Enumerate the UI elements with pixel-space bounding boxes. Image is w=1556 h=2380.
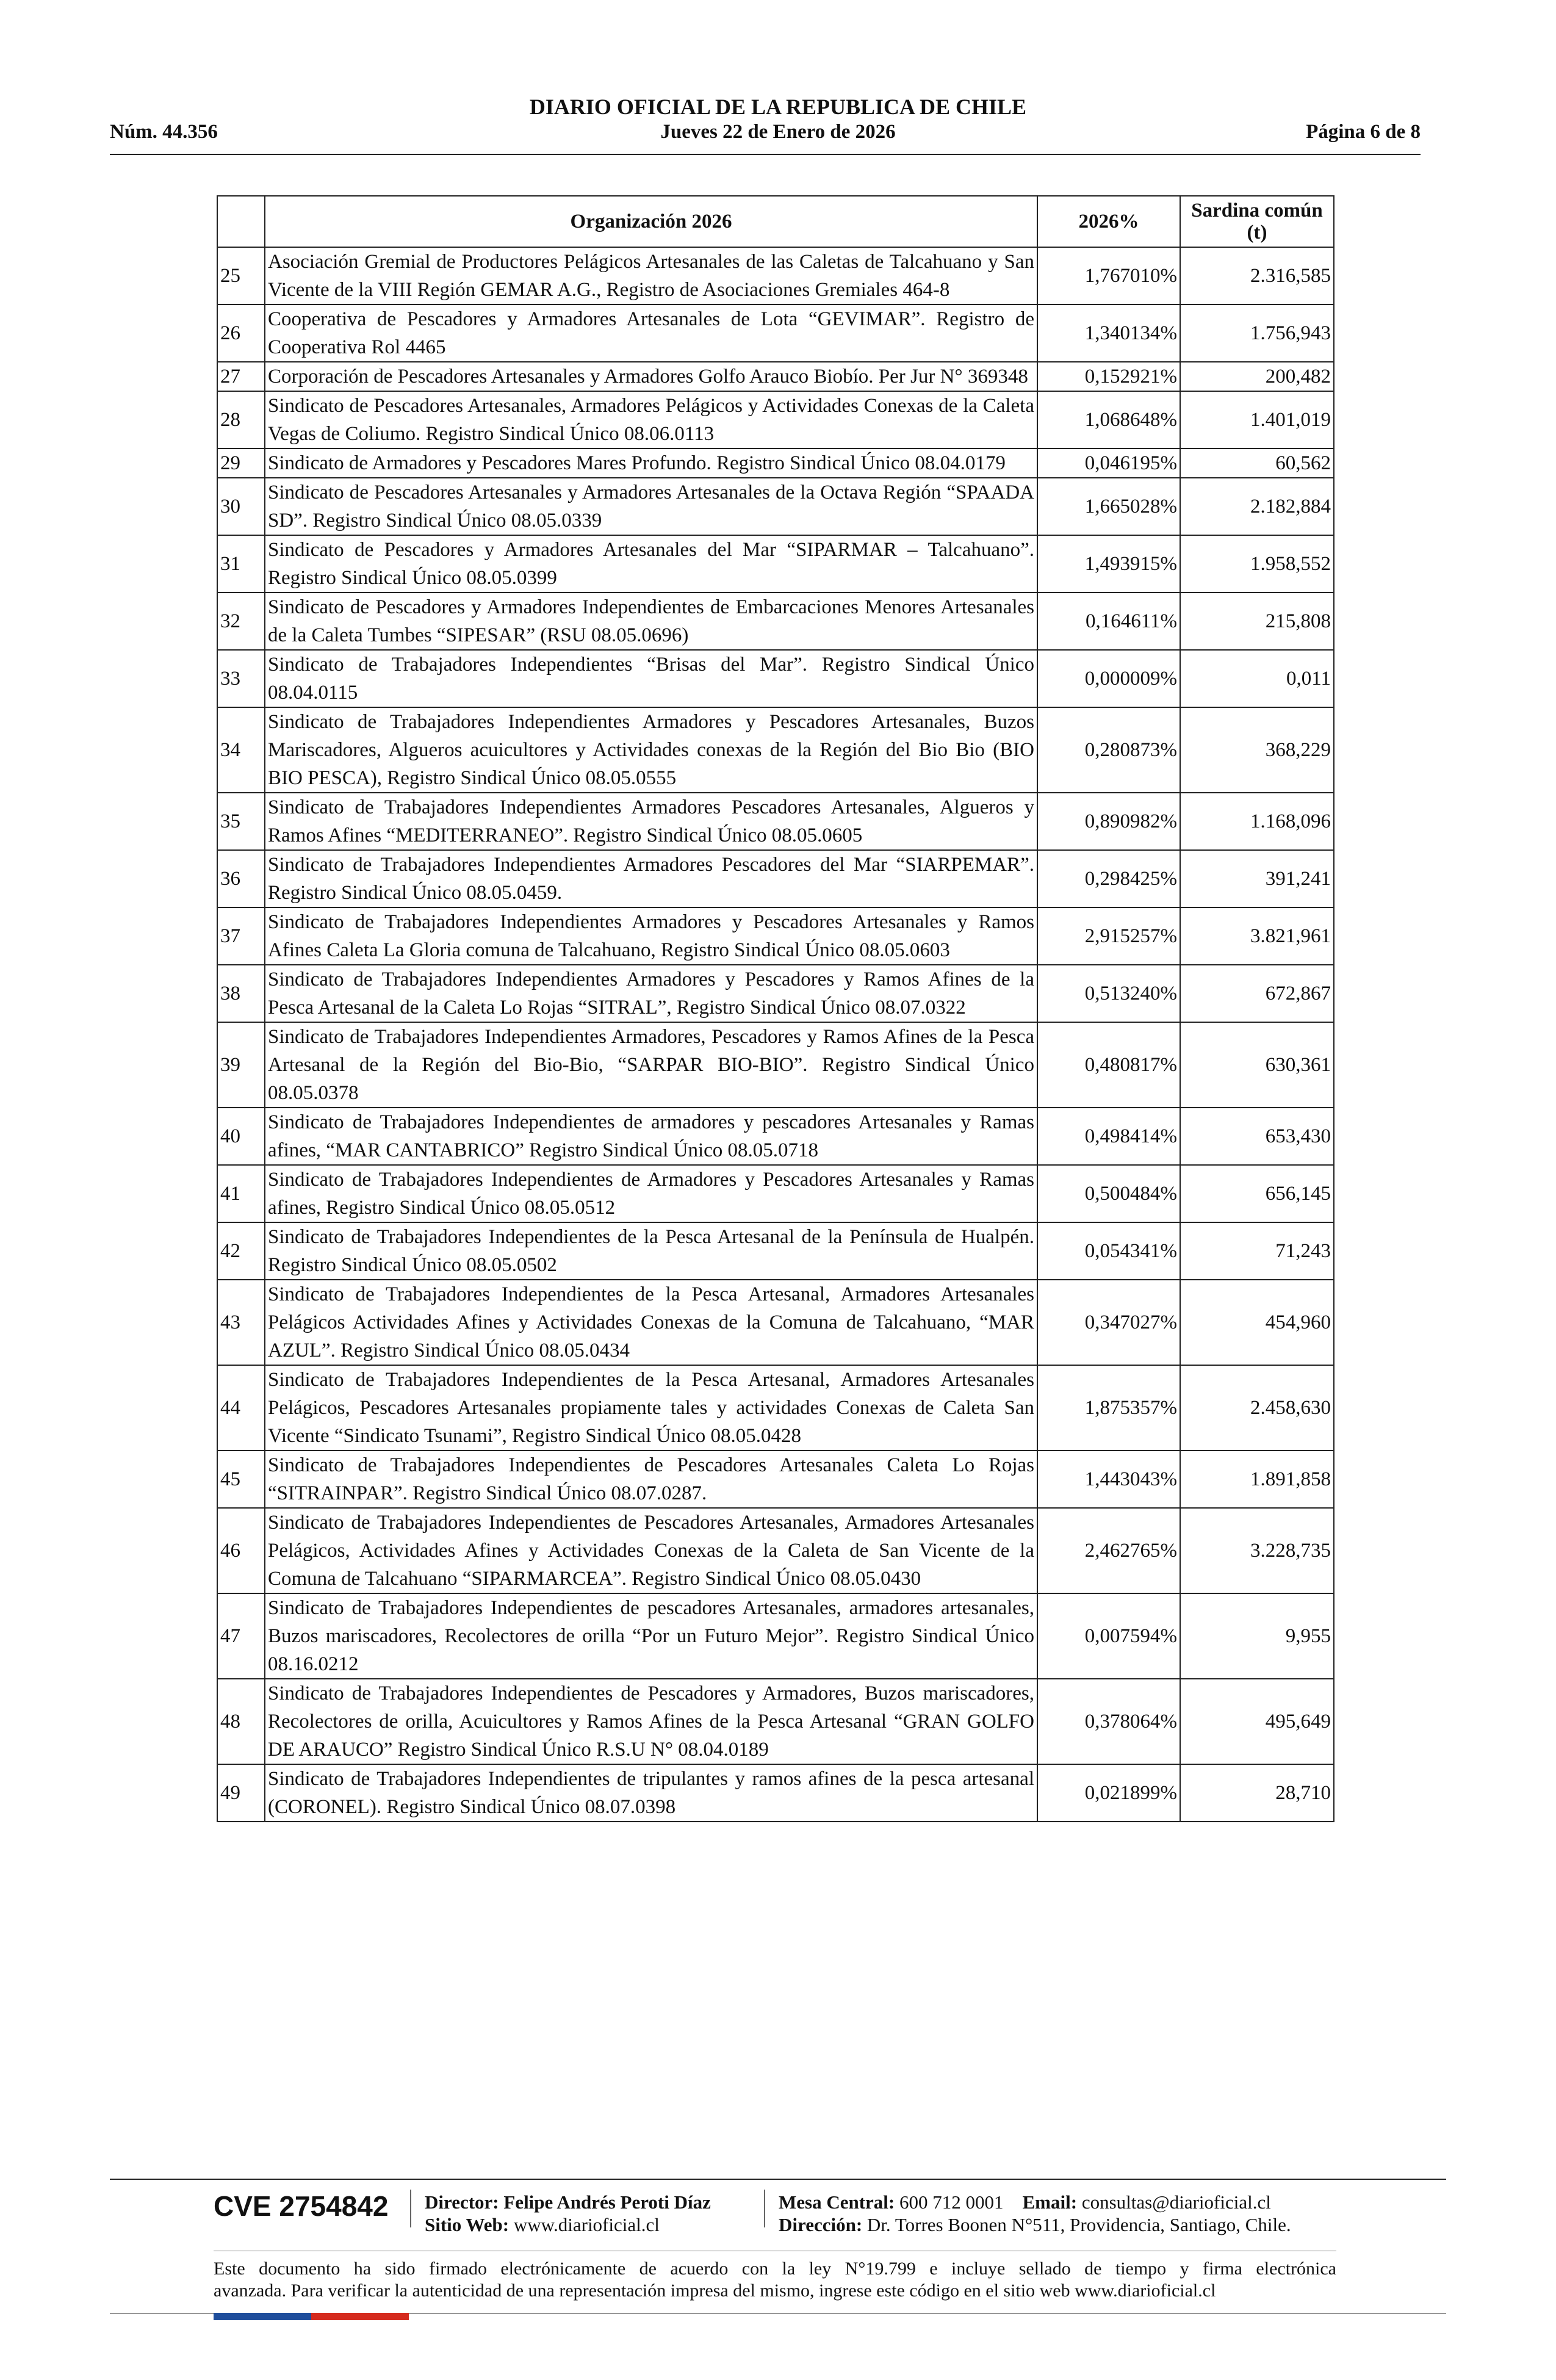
row-number: 40 [217, 1108, 265, 1165]
percent-value: 0,498414% [1037, 1108, 1180, 1165]
table-row [217, 793, 1334, 850]
organization-name: Sindicato de Trabajadores Independientes de la Pesca Artesanal, Armadores Artesanales Pelágicos Actividades Afines y Actividades Conexas de la Comuna de Talcahuano, “MAR AZUL”. Registro Sindical Único 08.05.0434 [265, 1280, 1037, 1365]
table-row [217, 1679, 1334, 1764]
row-number: 33 [217, 650, 265, 707]
percent-value: 1,875357% [1037, 1365, 1180, 1451]
percent-value: 0,378064% [1037, 1679, 1180, 1764]
organization-name: Sindicato de Trabajadores Independientes Armadores Pescadores del Mar “SIARPEMAR”. Registro Sindical Único 08.05.0459. [265, 850, 1037, 907]
table-row [217, 1165, 1334, 1222]
table-row [217, 449, 1334, 478]
sardine-value: 672,867 [1180, 965, 1334, 1022]
row-number: 45 [217, 1451, 265, 1508]
table-row [217, 1022, 1334, 1108]
sardine-value: 653,430 [1180, 1108, 1334, 1165]
central-label: Mesa Central: [779, 2191, 895, 2213]
row-number: 39 [217, 1022, 265, 1108]
row-number: 31 [217, 535, 265, 593]
table-body [217, 247, 1334, 1822]
row-number: 37 [217, 907, 265, 965]
sardine-value: 1.168,096 [1180, 793, 1334, 850]
percent-value: 0,280873% [1037, 707, 1180, 793]
organization-name: Sindicato de Pescadores Artesanales, Armadores Pelágicos y Actividades Conexas de la Caleta Vegas de Coliumo. Registro Sindical Único 08.06.0113 [265, 391, 1037, 449]
percent-value: 0,152921% [1037, 362, 1180, 391]
table-header-row [217, 196, 1334, 247]
row-number: 36 [217, 850, 265, 907]
row-number: 32 [217, 593, 265, 650]
footer-divider [110, 2179, 1446, 2180]
percent-value: 0,054341% [1037, 1222, 1180, 1280]
sardine-value: 215,808 [1180, 593, 1334, 650]
site-link[interactable]: www.diarioficial.cl [513, 2214, 660, 2235]
row-number: 49 [217, 1764, 265, 1822]
organization-name: Sindicato de Trabajadores Independientes de Pescadores y Armadores, Buzos mariscadores, Recolectores de orilla, Acuicultores y Ramos Afines de la Pesca Artesanal “GRAN GOLFO DE ARAUCO” Registro Sindical Único R.S.U N° 08.04.0189 [265, 1679, 1037, 1764]
table-row [217, 1222, 1334, 1280]
organization-name: Sindicato de Trabajadores Independientes Armadores y Pescadores y Ramos Afines de la Pesca Artesanal de la Caleta Lo Rojas “SITRAL”, Registro Sindical Único 08.07.0322 [265, 965, 1037, 1022]
table-row [217, 478, 1334, 535]
flag-red-segment [311, 2313, 409, 2320]
sardine-value: 28,710 [1180, 1764, 1334, 1822]
address-label: Dirección: [779, 2214, 863, 2235]
director-label: Director: [425, 2191, 499, 2213]
sardine-value: 71,243 [1180, 1222, 1334, 1280]
percent-value: 0,890982% [1037, 793, 1180, 850]
table-row [217, 650, 1334, 707]
cve-code: CVE 2754842 [214, 2190, 389, 2222]
sardine-value: 1.958,552 [1180, 535, 1334, 593]
sardine-value: 2.316,585 [1180, 247, 1334, 305]
sardine-value: 0,011 [1180, 650, 1334, 707]
row-number: 28 [217, 391, 265, 449]
table-row [217, 965, 1334, 1022]
legal-line: Este documento ha sido firmado electrónicamente de acuerdo con la ley N°19.799 e incluye sellado de tiempo y firma electrónica [214, 2259, 1336, 2279]
address-text: Dr. Torres Boonen N°511, Providencia, Santiago, Chile. [866, 2214, 1291, 2235]
sardine-value: 1.401,019 [1180, 391, 1334, 449]
row-number: 42 [217, 1222, 265, 1280]
sardine-value: 630,361 [1180, 1022, 1334, 1108]
row-number: 41 [217, 1165, 265, 1222]
organization-name: Sindicato de Trabajadores Independientes de Pescadores Artesanales Caleta Lo Rojas “SITRAINPAR”. Registro Sindical Único 08.07.0287. [265, 1451, 1037, 1508]
percent-value: 0,298425% [1037, 850, 1180, 907]
table-row [217, 1451, 1334, 1508]
issue-number: Núm. 44.356 [110, 121, 218, 143]
email-link[interactable]: consultas@diarioficial.cl [1081, 2191, 1271, 2213]
row-number: 30 [217, 478, 265, 535]
percent-value: 0,480817% [1037, 1022, 1180, 1108]
row-number: 27 [217, 362, 265, 391]
sardine-value: 495,649 [1180, 1679, 1334, 1764]
sardine-value: 3.821,961 [1180, 907, 1334, 965]
organization-name: Sindicato de Pescadores y Armadores Independientes de Embarcaciones Menores Artesanales de la Caleta Tumbes “SIPESAR” (RSU 08.05.0696) [265, 593, 1037, 650]
organization-name: Sindicato de Trabajadores Independientes Armadores Pescadores Artesanales, Algueros y Ramos Afines “MEDITERRANEO”. Registro Sindical Único 08.05.0605 [265, 793, 1037, 850]
sardine-value: 391,241 [1180, 850, 1334, 907]
legal-notice [214, 2258, 1336, 2302]
table-row [217, 850, 1334, 907]
col-header-number [217, 196, 265, 247]
organization-name: Sindicato de Trabajadores Independientes de tripulantes y ramos afines de la pesca artesanal (CORONEL). Registro Sindical Único 08.07.0398 [265, 1764, 1037, 1822]
legal-line: avanzada. Para verificar la autenticidad de una representación impresa del mismo, ingrese este código en el sitio web www.diarioficial.cl [214, 2281, 1216, 2301]
sardine-value: 2.458,630 [1180, 1365, 1334, 1451]
organization-name: Sindicato de Trabajadores Independientes Armadores, Pescadores y Ramos Afines de la Pesca Artesanal de la Región del Bio-Bio, “SARPAR BIO-BIO”. Registro Sindical Único 08.05.0378 [265, 1022, 1037, 1108]
table-row [217, 1593, 1334, 1679]
table-row [217, 1108, 1334, 1165]
row-number: 35 [217, 793, 265, 850]
table-row [217, 247, 1334, 305]
row-number: 44 [217, 1365, 265, 1451]
organization-name: Sindicato de Pescadores Artesanales y Armadores Artesanales de la Octava Región “SPAADA SD”. Registro Sindical Único 08.05.0339 [265, 478, 1037, 535]
sardine-value: 9,955 [1180, 1593, 1334, 1679]
percent-value: 1,767010% [1037, 247, 1180, 305]
percent-value: 1,665028% [1037, 478, 1180, 535]
row-number: 29 [217, 449, 265, 478]
sardine-value: 1.891,858 [1180, 1451, 1334, 1508]
quota-table [217, 195, 1334, 1822]
percent-value: 1,068648% [1037, 391, 1180, 449]
table-row [217, 907, 1334, 965]
site-label: Sitio Web: [425, 2214, 510, 2235]
percent-value: 1,340134% [1037, 305, 1180, 362]
organization-name: Cooperativa de Pescadores y Armadores Artesanales de Lota “GEVIMAR”. Registro de Cooperativa Rol 4465 [265, 305, 1037, 362]
masthead-date: Jueves 22 de Enero de 2026 [660, 121, 896, 143]
table-row [217, 391, 1334, 449]
percent-value: 0,347027% [1037, 1280, 1180, 1365]
central-phone: 600 712 0001 [899, 2191, 1004, 2213]
organization-name: Sindicato de Trabajadores Independientes “Brisas del Mar”. Registro Sindical Único 08.04.0115 [265, 650, 1037, 707]
row-number: 38 [217, 965, 265, 1022]
organization-name: Sindicato de Armadores y Pescadores Mares Profundo. Registro Sindical Único 08.04.0179 [265, 449, 1037, 478]
percent-value: 2,915257% [1037, 907, 1180, 965]
percent-value: 0,021899% [1037, 1764, 1180, 1822]
table-row [217, 707, 1334, 793]
percent-value: 0,000009% [1037, 650, 1180, 707]
row-number: 48 [217, 1679, 265, 1764]
table-row [217, 1508, 1334, 1593]
col-header-organization: Organización 2026 [265, 196, 1037, 247]
organization-name: Sindicato de Trabajadores Independientes de la Pesca Artesanal de la Península de Hualpén. Registro Sindical Único 08.05.0502 [265, 1222, 1037, 1280]
footer-contact-block [779, 2191, 1291, 2236]
row-number: 34 [217, 707, 265, 793]
percent-value: 1,443043% [1037, 1451, 1180, 1508]
masthead-title: DIARIO OFICIAL DE LA REPUBLICA DE CHILE [529, 95, 1027, 119]
percent-value: 1,493915% [1037, 535, 1180, 593]
percent-value: 0,513240% [1037, 965, 1180, 1022]
sardine-value: 60,562 [1180, 449, 1334, 478]
page-number: Página 6 de 8 [1306, 121, 1421, 143]
sardine-value: 2.182,884 [1180, 478, 1334, 535]
table-row [217, 1764, 1334, 1822]
row-number: 43 [217, 1280, 265, 1365]
table-row [217, 1365, 1334, 1451]
footer-director-block [425, 2191, 711, 2236]
percent-value: 2,462765% [1037, 1508, 1180, 1593]
sardine-value: 3.228,735 [1180, 1508, 1334, 1593]
organization-name: Corporación de Pescadores Artesanales y Armadores Golfo Arauco Biobío. Per Jur N° 369348 [265, 362, 1037, 391]
row-number: 47 [217, 1593, 265, 1679]
table-row [217, 362, 1334, 391]
percent-value: 0,500484% [1037, 1165, 1180, 1222]
flag-stripe [214, 2313, 409, 2320]
row-number: 25 [217, 247, 265, 305]
sardine-value: 656,145 [1180, 1165, 1334, 1222]
row-number: 26 [217, 305, 265, 362]
organization-name: Sindicato de Trabajadores Independientes Armadores y Pescadores Artesanales, Buzos Mariscadores, Algueros acuicultores y Actividades conexas de la Región del Bio Bio (BIO BIO PESCA), Registro Sindical Único 08.05.0555 [265, 707, 1037, 793]
email-label: Email: [1022, 2191, 1078, 2213]
organization-name: Sindicato de Pescadores y Armadores Artesanales del Mar “SIPARMAR – Talcahuano”. Registro Sindical Único 08.05.0399 [265, 535, 1037, 593]
organization-name: Sindicato de Trabajadores Independientes de Pescadores Artesanales, Armadores Artesanales Pelágicos, Actividades Afines y Actividades Conexas de la Caleta de San Vicente de la Comuna de Talcahuano “SIPARMARCEA”. Registro Sindical Único 08.05.0430 [265, 1508, 1037, 1593]
footer-separator [410, 2190, 411, 2227]
organization-name: Sindicato de Trabajadores Independientes de la Pesca Artesanal, Armadores Artesanales Pelágicos, Pescadores Artesanales propiamente tales y actividades Conexas de Caleta San Vicente “Sindicato Tsunami”, Registro Sindical Único 08.05.0428 [265, 1365, 1037, 1451]
sardine-value: 1.756,943 [1180, 305, 1334, 362]
organization-name: Sindicato de Trabajadores Independientes Armadores y Pescadores Artesanales y Ramos Afines Caleta La Gloria comuna de Talcahuano, Registro Sindical Único 08.05.0603 [265, 907, 1037, 965]
table-row [217, 593, 1334, 650]
row-number: 46 [217, 1508, 265, 1593]
col-header-sardine: Sardina común (t) [1180, 196, 1334, 247]
percent-value: 0,007594% [1037, 1593, 1180, 1679]
organization-name: Sindicato de Trabajadores Independientes de Armadores y Pescadores Artesanales y Ramas afines, Registro Sindical Único 08.05.0512 [265, 1165, 1037, 1222]
flag-blue-segment [214, 2313, 311, 2320]
table-row [217, 305, 1334, 362]
sardine-value: 368,229 [1180, 707, 1334, 793]
percent-value: 0,046195% [1037, 449, 1180, 478]
organization-name: Asociación Gremial de Productores Pelágicos Artesanales de las Caletas de Talcahuano y San Vicente de la VIII Región GEMAR A.G., Registro de Asociaciones Gremiales 464-8 [265, 247, 1037, 305]
sardine-value: 454,960 [1180, 1280, 1334, 1365]
footer-separator [764, 2190, 765, 2227]
organization-name: Sindicato de Trabajadores Independientes de armadores y pescadores Artesanales y Ramas afines, “MAR CANTABRICO” Registro Sindical Único 08.05.0718 [265, 1108, 1037, 1165]
table-row [217, 535, 1334, 593]
table-row [217, 1280, 1334, 1365]
organization-name: Sindicato de Trabajadores Independientes de pescadores Artesanales, armadores artesanales, Buzos mariscadores, Recolectores de orilla “Por un Futuro Mejor”. Registro Sindical Único 08.16.0212 [265, 1593, 1037, 1679]
sardine-value: 200,482 [1180, 362, 1334, 391]
percent-value: 0,164611% [1037, 593, 1180, 650]
col-header-percent: 2026% [1037, 196, 1180, 247]
director-name: Felipe Andrés Peroti Díaz [503, 2191, 711, 2213]
header-divider [110, 154, 1421, 155]
